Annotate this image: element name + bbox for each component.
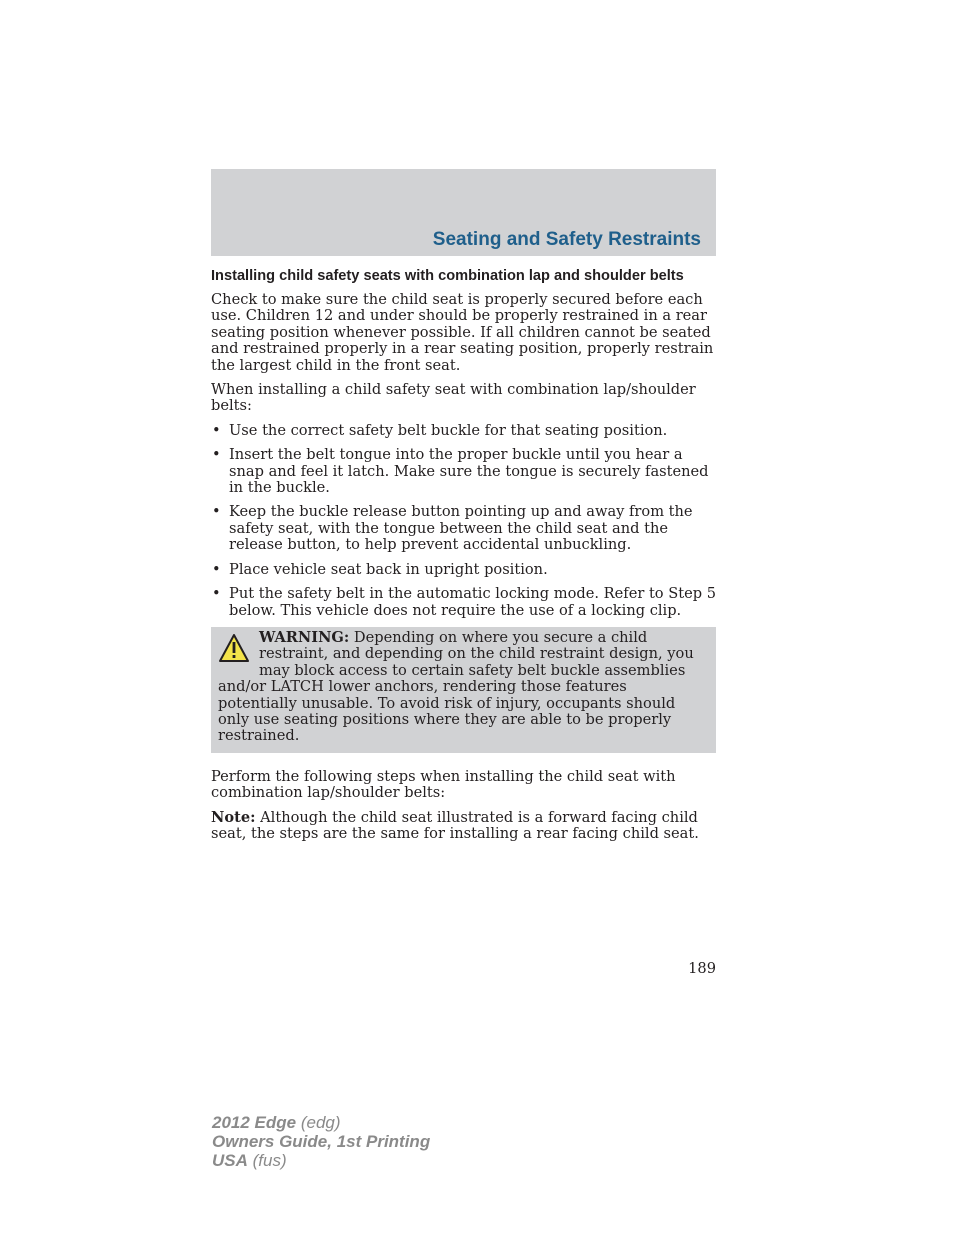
footer-model-code: (edg) <box>296 1113 341 1132</box>
bullet-icon: • <box>212 560 221 578</box>
footer-market-name: USA <box>212 1151 248 1170</box>
footer-line-edition: Owners Guide, 1st Printing <box>212 1132 431 1151</box>
warning-triangle-icon <box>218 633 250 663</box>
lead-in-paragraph: When installing a child safety seat with combination lap/shoulder belts: <box>211 381 696 415</box>
list-item <box>211 586 716 619</box>
list-item-text: Insert the belt tongue into the proper buckle until you hear a snap and feel it latch. Make sure the tongue is securely fastened in the buckle. <box>229 446 709 497</box>
intro-paragraph: Check to make sure the child seat is properly secured before each use. Children 12 and under should be properly restrained in a rear seating position whenever possible. If all children cannot be seated and restrained properly in a rear seating position, properly restrain the largest child in the front seat. <box>211 291 714 374</box>
steps-intro-paragraph: Perform the following steps when installing the child seat with combination lap/shoulder belts: <box>211 767 676 802</box>
document-footer <box>212 1113 430 1170</box>
list-item-text: Put the safety belt in the automatic locking mode. Refer to Step 5 below. This vehicle does not require the use of a locking clip. <box>229 585 716 619</box>
list-item <box>211 423 716 439</box>
bullet-icon: • <box>212 585 221 603</box>
footer-market-code: (fus) <box>247 1151 287 1170</box>
list-item-text: Place vehicle seat back in upright position. <box>229 560 548 578</box>
section-title: Seating and Safety Restraints <box>432 229 701 250</box>
warning-text: Depending on where you secure a child restraint, and depending on the child restraint design, you may block access to certain safety belt buckle assemblies and/or LATCH lower anchors, rendering those features potentially unusable. To avoid risk of injury, occupants should only use seating positions where they are able to be properly restrained. <box>218 628 694 745</box>
note-label: Note: <box>211 808 256 826</box>
note-text: Although the child seat illustrated is a forward facing child seat, the steps are the same for installing a rear facing child seat. <box>211 808 699 842</box>
list-item-text: Use the correct safety belt buckle for that seating position. <box>229 421 668 439</box>
instruction-list <box>211 423 716 619</box>
list-item <box>211 447 716 496</box>
list-item <box>211 562 716 578</box>
note-paragraph <box>211 810 716 843</box>
bullet-icon: • <box>212 503 221 521</box>
bullet-icon: • <box>212 421 221 439</box>
bullet-icon: • <box>212 446 221 464</box>
subheading: Installing child safety seats with combination lap and shoulder belts <box>211 268 684 284</box>
footer-line-market <box>212 1151 430 1170</box>
list-item <box>211 504 716 553</box>
list-item-text: Keep the buckle release button pointing up and away from the safety seat, with the tongue between the child seat and the release button, to help prevent accidental unbuckling. <box>229 503 693 554</box>
footer-model-name: 2012 Edge <box>212 1113 297 1132</box>
section-header-band <box>211 169 716 256</box>
footer-line-model <box>212 1113 430 1132</box>
page-number: 189 <box>688 960 716 977</box>
page-content <box>211 268 716 850</box>
warning-label: WARNING: <box>259 628 350 646</box>
warning-box <box>211 627 716 753</box>
